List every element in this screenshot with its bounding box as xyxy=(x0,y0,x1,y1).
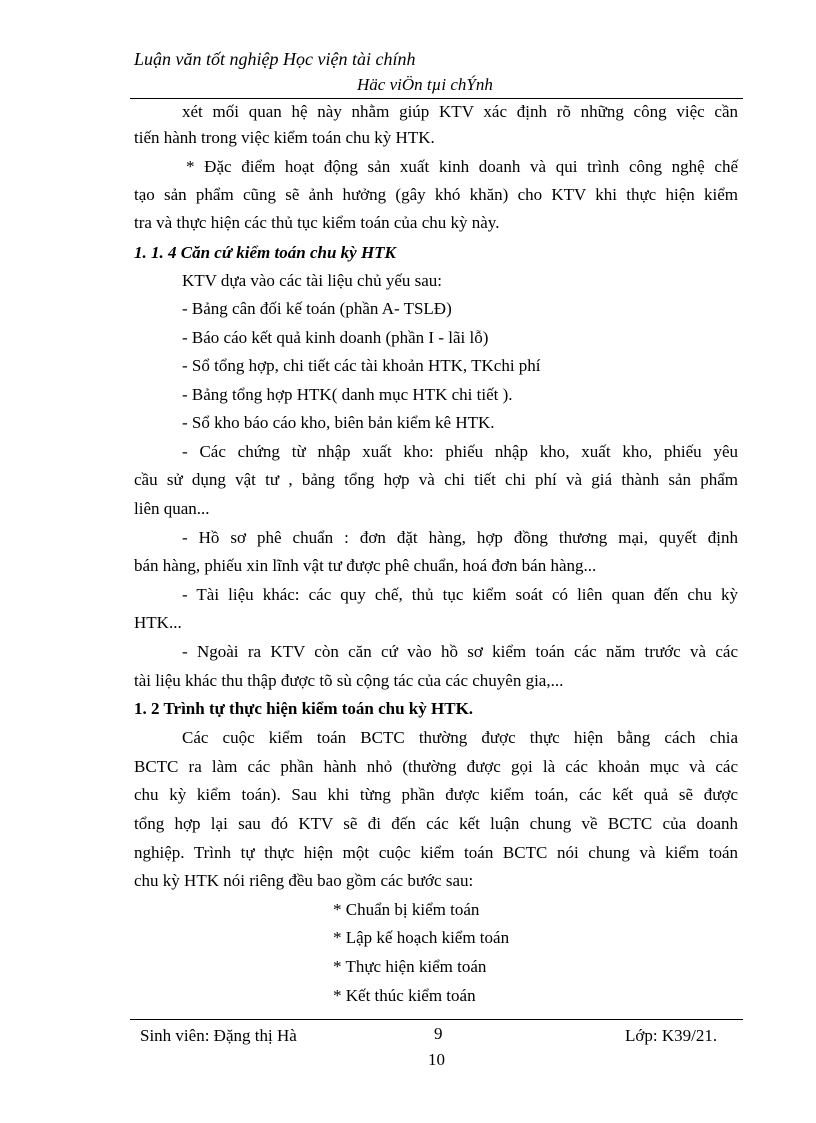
paragraph-line: tra và thực hiện các thủ tục kiểm toán của chu kỳ này. xyxy=(134,213,500,232)
footer-class: Lớp: K39/21. xyxy=(625,1026,718,1045)
list-item: - Sổ kho báo cáo kho, biên bản kiểm kê HTK. xyxy=(182,413,495,432)
paragraph-line: KTV dựa vào các tài liệu chủ yếu sau: xyxy=(182,271,443,290)
list-item: - Hồ sơ phê chuẩn : đơn đặt hàng, hợp đồng thương mại, quyết định xyxy=(182,528,738,547)
paragraph-line: chu kỳ HTK nói riêng đều bao gồm các bước sau: xyxy=(134,871,474,890)
paragraph-line: xét mối quan hệ này nhằm giúp KTV xác định rõ những công việc cần xyxy=(182,102,738,121)
list-item: - Tài liệu khác: các quy chế, thủ tục kiểm soát có liên quan đến chu kỳ xyxy=(182,585,738,604)
header-title: Luận văn tốt nghiệp Học viện tài chính xyxy=(134,49,416,69)
list-item: - Các chứng từ nhập xuất kho: phiếu nhập kho, xuất kho, phiếu yêu xyxy=(182,442,738,461)
paragraph-line: chu kỳ kiểm toán). Sau khi từng phần được kiểm toán, các kết quả sẽ được xyxy=(134,785,738,804)
section-heading: 1. 2 Trình tự thực hiện kiểm toán chu kỳ HTK. xyxy=(134,699,474,718)
footer-page-number-secondary: 10 xyxy=(428,1050,445,1069)
list-item: - Sổ tổng hợp, chi tiết các tài khoản HTK, TKchi phí xyxy=(182,356,541,375)
footer-student: Sinh viên: Đặng thị Hà xyxy=(140,1026,297,1045)
list-item: - Báo cáo kết quả kinh doanh (phần I - lãi lỗ) xyxy=(182,328,489,347)
paragraph-line: cầu sử dụng vật tư , bảng tổng hợp và chi tiết chi phí và giá thành sản phẩm xyxy=(134,470,738,489)
header-subtitle: Häc viÖn tµi chÝnh xyxy=(357,75,493,94)
step-item: * Lập kế hoạch kiểm toán xyxy=(333,928,510,947)
header-rule xyxy=(130,98,743,99)
paragraph-line: tiến hành trong việc kiểm toán chu kỳ HTK. xyxy=(134,128,435,147)
step-item: * Chuẩn bị kiểm toán xyxy=(333,900,480,919)
footer-rule xyxy=(130,1019,743,1020)
step-item: * Kết thúc kiểm toán xyxy=(333,986,476,1005)
paragraph-line: liên quan... xyxy=(134,499,210,518)
paragraph-line: bán hàng, phiếu xin lĩnh vật tư được phê chuẩn, hoá đơn bán hàng... xyxy=(134,556,597,575)
footer-page-number: 9 xyxy=(434,1024,443,1043)
paragraph-line: BCTC ra làm các phần hành nhỏ (thường được gọi là các khoản mục và các xyxy=(134,757,738,776)
paragraph-line: tổng hợp lại sau đó KTV sẽ đi đến các kết luận chung về BCTC của doanh xyxy=(134,814,738,833)
step-item: * Thực hiện kiểm toán xyxy=(333,957,487,976)
paragraph-line: HTK... xyxy=(134,613,182,632)
list-item: - Bảng cân đối kế toán (phần A- TSLĐ) xyxy=(182,299,452,318)
paragraph-line: Các cuộc kiểm toán BCTC thường được thực hiện bằng cách chia xyxy=(182,728,738,747)
section-heading: 1. 1. 4 Căn cứ kiểm toán chu kỳ HTK xyxy=(134,243,396,262)
list-item: - Ngoài ra KTV còn căn cứ vào hồ sơ kiểm toán các năm trước và các xyxy=(182,642,738,661)
paragraph-line: nghiệp. Trình tự thực hiện một cuộc kiểm toán BCTC nói chung và kiểm toán xyxy=(134,843,738,862)
paragraph-line: * Đặc điểm hoạt động sản xuất kinh doanh và qui trình công nghệ chế xyxy=(186,157,738,176)
list-item: - Bảng tổng hợp HTK( danh mục HTK chi tiết ). xyxy=(182,385,513,404)
paragraph-line: tài liệu khác thu thập được tõ sù cộng tác của các chuyên gia,... xyxy=(134,671,564,690)
paragraph-line: tạo sản phẩm cũng sẽ ảnh hưởng (gây khó khăn) cho KTV khi thực hiện kiểm xyxy=(134,185,738,204)
